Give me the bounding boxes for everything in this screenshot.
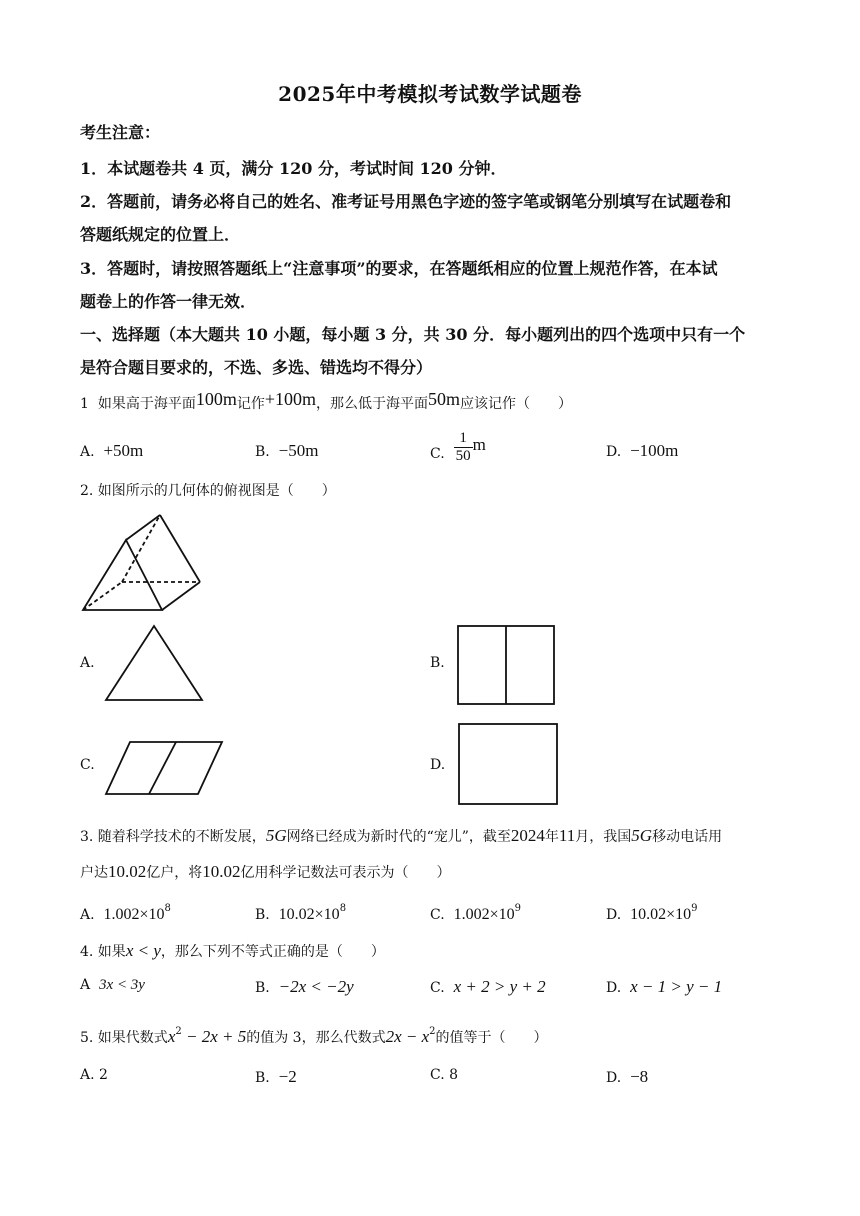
q2-option-a-label[interactable]: A.	[80, 655, 95, 671]
notice-heading: 考生注意：	[80, 123, 161, 142]
q2-option-d-rectangle[interactable]	[458, 723, 560, 807]
question-3-stem-line-1: 3. 随着科学技术的不断发展，5G网络已经成为新时代的“宠儿”，截至2024年11月，我国5G移动电话用	[80, 826, 723, 845]
q3-option-d[interactable]: D. $10.02\times 10^9$	[606, 903, 698, 923]
q4-option-b[interactable]: B. −2x < −2y	[255, 977, 354, 996]
notice-item-2-line-2: 答题纸规定的位置上．	[80, 225, 241, 244]
question-2-stem: 2. 如图所示的几何体的俯视图是（ ）	[80, 483, 336, 499]
q2-option-c-parallelogram[interactable]	[104, 740, 224, 796]
q1-option-d[interactable]: D. −100m	[606, 441, 679, 460]
q2-option-d-label[interactable]: D.	[430, 757, 446, 773]
q5-option-b[interactable]: B. −2	[255, 1067, 297, 1086]
q2-option-b-split-rectangle[interactable]	[457, 625, 557, 707]
notice-item-1: 1．本试题卷共 4 页，满分 120 分，考试时间 120 分钟．	[80, 159, 507, 178]
q1-option-b[interactable]: B. −50m	[255, 441, 319, 460]
question-3-stem-line-2: 户达10.02亿户，将10.02亿用科学记数法可表示为（ ）	[80, 862, 451, 881]
question-1-stem: 1 如果高于海平面100m记作+100m，那么低于海平面50m应该记作（ ）	[80, 389, 573, 412]
q2-option-b-label[interactable]: B.	[430, 655, 445, 671]
question-5-stem: 5. 如果代数式$x^2 - 2x + 5$的值为 3，那么代数式$2x - x^2$的值等于（ ）	[80, 1026, 548, 1046]
q2-option-a-triangle[interactable]	[104, 624, 204, 702]
prism-front-face	[83, 540, 162, 610]
question-1-number: 1	[80, 396, 89, 412]
q5-option-a[interactable]: A. 2	[80, 1067, 108, 1083]
q4-option-a[interactable]: A 3x < 3y	[80, 977, 145, 993]
question-4-stem: 4. 如果x < y，那么下列不等式正确的是（ ）	[80, 941, 385, 960]
triangular-prism-figure	[80, 512, 205, 614]
q5-option-c[interactable]: C. 8	[430, 1067, 459, 1083]
notice-item-3-line-1: 3．答题时，请按照答题纸上“注意事项”的要求，在答题纸相应的位置上规范作答，在本试	[80, 259, 718, 278]
notice-item-2-line-1: 2．答题前，请务必将自己的姓名、准考证号用黑色字迹的签字笔或钢笔分别填写在试题卷和	[80, 192, 732, 211]
q2-option-c-label[interactable]: C.	[80, 757, 95, 773]
q4-option-c[interactable]: C. x + 2 > y + 2	[430, 977, 546, 996]
section-1-line-1: 一、选择题（本大题共 10 小题，每小题 3 分，共 30 分．每小题列出的四个选项中只有一个	[80, 325, 746, 344]
q1-option-c[interactable]: C. $\frac{1}{50}$ m	[430, 430, 486, 464]
q3-option-c[interactable]: C. $1.002\times 10^9$	[430, 903, 521, 923]
notice-item-3-line-2: 题卷上的作答一律无效．	[80, 292, 257, 311]
q3-option-b[interactable]: B. $10.02\times 10^8$	[255, 903, 347, 923]
section-1-line-2: 是符合题目要求的，不选、多选、错选均不得分）	[80, 358, 433, 377]
q1-option-a[interactable]: A. +50m	[80, 441, 144, 460]
q4-option-d[interactable]: D. x − 1 > y − 1	[606, 977, 723, 996]
q3-option-a[interactable]: A. $1.002\times 10^8$	[80, 903, 171, 923]
page-title: 2025年中考模拟考试数学试题卷	[278, 82, 582, 106]
q5-option-d[interactable]: D. −8	[606, 1067, 649, 1086]
